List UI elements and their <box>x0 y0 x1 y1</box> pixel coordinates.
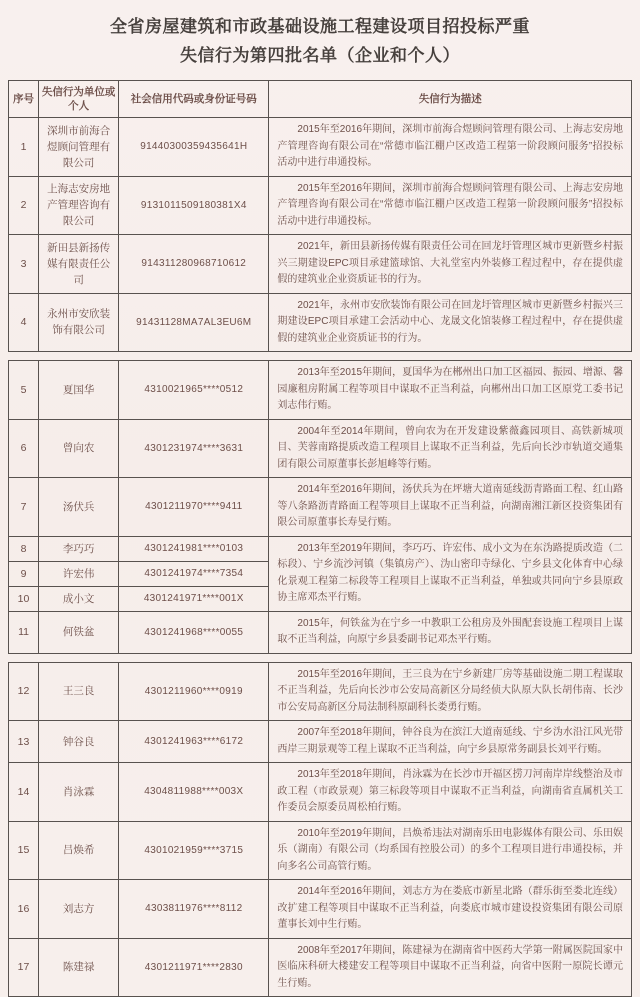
cell-misconduct-description <box>269 361 632 420</box>
cell-misconduct-description <box>269 662 632 721</box>
cell-entity-name: 新田县新扬传媒有限责任公司 <box>39 235 119 294</box>
cell-entity-name: 深圳市前海合煜顾问管理有限公司 <box>39 118 119 177</box>
misconduct-description-text: 2021年，新田县新扬传媒有限责任公司在回龙圩管理区城市更新暨乡村振兴三期建设EPC项目承建篮球馆、大礼堂室内外装修工程过程中，存在提供虚假的建筑业企业资质证书的行为。 <box>277 239 623 289</box>
table-row <box>9 938 632 997</box>
misconduct-description-text: 2014年至2016年期间，刘志方为在娄底市新星北路（群乐街至娄北连线）改扩建工程等项目中谋取不正当利益，向娄底市城市建设投资集团有限公司原董事长刘中生行贿。 <box>277 884 623 934</box>
misconduct-description-text: 2013年至2019年期间，李巧巧、许宏伟、成小文为在东沩路提质改造（二标段）、宁乡流沙河镇（集镇房产）、沩山密印寺绿化、宁乡县文化体育中心绿化景观工程第二标段等工程项目上谋取不正当利益，单独或共同向宁乡县原政协主席邓杰平行贿。 <box>277 541 623 607</box>
cell-credit-code: 4301241974****7354 <box>119 561 269 586</box>
cell-serial-number: 6 <box>9 419 39 478</box>
misconduct-description-text: 2013年至2018年期间，肖泳霖为在长沙市开福区捞刀河南岸岸线整治及市政工程（市政景观）第三标段等项目中谋取不正当利益，向湖南省直属机关工作委员会原委员周松柏行贿。 <box>277 767 623 817</box>
cell-serial-number: 17 <box>9 938 39 997</box>
cell-serial-number: 13 <box>9 721 39 763</box>
table-row <box>9 118 632 177</box>
cell-serial-number: 12 <box>9 662 39 721</box>
cell-serial-number: 15 <box>9 821 39 880</box>
cell-credit-code: 4310021965****0512 <box>119 361 269 420</box>
cell-credit-code: 4301021959****3715 <box>119 821 269 880</box>
table-row <box>9 176 632 235</box>
page-title <box>24 12 616 70</box>
table-row <box>9 721 632 763</box>
misconduct-description-text: 2015年至2016年期间，深圳市前海合煜顾问管理有限公司、上海志安房地产管理咨询有限公司在“常德市临江棚户区改造工程第一阶段顾问服务”招投标活动中进行串通投标。 <box>277 181 623 231</box>
cell-credit-code: 4301241968****0055 <box>119 611 269 653</box>
cell-entity-name: 永州市安欣装饰有限公司 <box>39 293 119 352</box>
table-row <box>9 662 632 721</box>
cell-entity-name: 成小文 <box>39 586 119 611</box>
table-row <box>9 293 632 352</box>
cell-serial-number: 8 <box>9 536 39 561</box>
blacklist-table-block-1 <box>8 80 632 352</box>
cell-misconduct-description <box>269 611 632 653</box>
cell-credit-code: 4301241981****0103 <box>119 536 269 561</box>
cell-entity-name: 陈建禄 <box>39 938 119 997</box>
table-row <box>9 478 632 537</box>
cell-credit-code: 4303811976****8112 <box>119 880 269 939</box>
cell-serial-number: 14 <box>9 763 39 822</box>
misconduct-description-text: 2015年，何铁盆为在宁乡一中教职工公租房及外围配套设施工程项目上谋取不正当利益，向原宁乡县委副书记邓杰平行贿。 <box>277 616 623 649</box>
header-description: 失信行为描述 <box>269 81 632 118</box>
table-row <box>9 235 632 294</box>
cell-entity-name: 王三良 <box>39 662 119 721</box>
cell-entity-name: 何铁盆 <box>39 611 119 653</box>
cell-serial-number: 10 <box>9 586 39 611</box>
table-row <box>9 763 632 822</box>
cell-credit-code: 914311280968710612 <box>119 235 269 294</box>
blacklist-table-block-3 <box>8 662 632 997</box>
misconduct-description-text: 2013年至2015年期间，夏国华为在郴州出口加工区福园、振园、增源、馨园廉租房附属工程等项目中谋取不正当利益，向郴州出口加工区原党工委书记刘志伟行贿。 <box>277 365 623 415</box>
misconduct-description-text: 2021年，永州市安欣装饰有限公司在回龙圩管理区城市更新暨乡村振兴三期建设EPC项目承建工会活动中心、龙晟文化馆装修工程过程中，存在提供虚假的建筑业企业资质证书的行为。 <box>277 298 623 348</box>
cell-entity-name: 吕焕希 <box>39 821 119 880</box>
cell-misconduct-description <box>269 880 632 939</box>
misconduct-description-text: 2014年至2016年期间，汤伏兵为在坪塘大道南延线沥青路面工程、红山路等八条路沥青路面工程等项目上谋取不正当利益，向湖南湘江新区投资集团有限公司原董事长寿旻行贿。 <box>277 482 623 532</box>
misconduct-description-text: 2007年至2018年期间，钟谷良为在滨江大道南延线、宁乡沩水沿江风光带西岸三期景观等工程上谋取不正当利益，向宁乡县原常务副县长刘平行贿。 <box>277 725 623 758</box>
cell-credit-code: 91431128MA7AL3EU6M <box>119 293 269 352</box>
cell-credit-code: 9131011509180381X4 <box>119 176 269 235</box>
cell-entity-name: 钟谷良 <box>39 721 119 763</box>
cell-misconduct-description <box>269 721 632 763</box>
cell-misconduct-description <box>269 176 632 235</box>
cell-credit-code: 4301211971****2830 <box>119 938 269 997</box>
cell-credit-code: 4301231974****3631 <box>119 419 269 478</box>
cell-credit-code: 4301211970****9411 <box>119 478 269 537</box>
table-row <box>9 821 632 880</box>
cell-serial-number: 1 <box>9 118 39 177</box>
cell-misconduct-description <box>269 763 632 822</box>
misconduct-description-text: 2004年至2014年期间，曾向农为在开发建设紫薇鑫园项目、高铁新城项目、芙蓉南路提质改造工程项目上谋取不正当利益，先后向长沙市轨道交通集团有限公司原董事长彭旭峰等行贿。 <box>277 424 623 474</box>
cell-entity-name: 上海志安房地产管理咨询有限公司 <box>39 176 119 235</box>
cell-entity-name: 刘志方 <box>39 880 119 939</box>
table-row <box>9 536 632 561</box>
cell-misconduct-description <box>269 821 632 880</box>
misconduct-description-text: 2008年至2017年期间，陈建禄为在湖南省中医药大学第一附属医院国家中医临床科研大楼建安工程等项目中谋取不正当利益，向省中医附一原院长谭元生行贿。 <box>277 943 623 993</box>
cell-credit-code: 4301241963****6172 <box>119 721 269 763</box>
cell-serial-number: 9 <box>9 561 39 586</box>
cell-serial-number: 11 <box>9 611 39 653</box>
header-no: 序号 <box>9 81 39 118</box>
page-title-line2: 失信行为第四批名单（企业和个人） <box>180 46 460 65</box>
misconduct-description-text: 2010年至2019年期间，吕焕希违法对湖南乐田电影媒体有限公司、乐田娱乐（湖南）有限公司（均系国有控股公司）的多个工程项目进行串通投标，并向多名公司高管行贿。 <box>277 826 623 876</box>
cell-misconduct-description <box>269 478 632 537</box>
cell-credit-code: 4304811988****003X <box>119 763 269 822</box>
cell-entity-name: 汤伏兵 <box>39 478 119 537</box>
header-name: 失信行为单位或个人 <box>39 81 119 118</box>
cell-credit-code: 4301241971****001X <box>119 586 269 611</box>
misconduct-description-text: 2015年至2016年期间，深圳市前海合煜顾问管理有限公司、上海志安房地产管理咨询有限公司在“常德市临江棚户区改造工程第一阶段顾问服务”招投标活动中进行串通投标。 <box>277 122 623 172</box>
table-row <box>9 611 632 653</box>
table-header-row <box>9 81 632 118</box>
cell-serial-number: 5 <box>9 361 39 420</box>
cell-entity-name: 肖泳霖 <box>39 763 119 822</box>
table-row <box>9 361 632 420</box>
misconduct-description-text: 2015年至2016年期间，王三良为在宁乡新建厂房等基础设施二期工程谋取不正当利益，先后向长沙市公安局高新区分局经侦大队原大队长胡伟南、长沙市公安局高新区分局法制科原副科长娄勇行贿。 <box>277 667 623 717</box>
header-credit-code: 社会信用代码或身份证号码 <box>119 81 269 118</box>
cell-credit-code: 4301211960****0919 <box>119 662 269 721</box>
blacklist-table-block-2 <box>8 360 632 654</box>
cell-misconduct-description <box>269 536 632 611</box>
cell-misconduct-description <box>269 419 632 478</box>
table-row <box>9 419 632 478</box>
blacklist-table-area <box>0 80 640 997</box>
cell-serial-number: 7 <box>9 478 39 537</box>
cell-misconduct-description <box>269 235 632 294</box>
cell-misconduct-description <box>269 118 632 177</box>
cell-serial-number: 3 <box>9 235 39 294</box>
cell-credit-code: 91440300359435641H <box>119 118 269 177</box>
cell-entity-name: 夏国华 <box>39 361 119 420</box>
cell-misconduct-description <box>269 293 632 352</box>
cell-serial-number: 2 <box>9 176 39 235</box>
table-row <box>9 880 632 939</box>
cell-entity-name: 许宏伟 <box>39 561 119 586</box>
cell-serial-number: 4 <box>9 293 39 352</box>
cell-entity-name: 李巧巧 <box>39 536 119 561</box>
cell-entity-name: 曾向农 <box>39 419 119 478</box>
page-title-line1: 全省房屋建筑和市政基础设施工程建设项目招投标严重 <box>110 17 530 36</box>
cell-misconduct-description <box>269 938 632 997</box>
cell-serial-number: 16 <box>9 880 39 939</box>
